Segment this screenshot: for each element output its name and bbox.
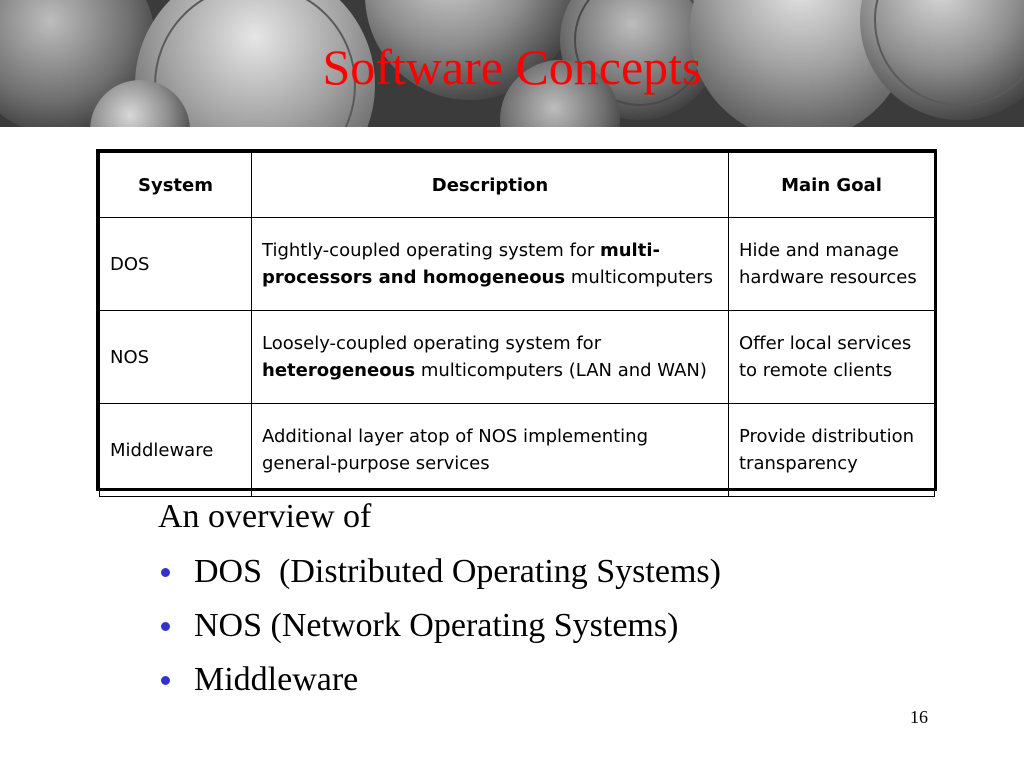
- header-main-goal: Main Goal: [729, 153, 935, 218]
- description-text: Loosely-coupled operating system for: [262, 333, 602, 354]
- description-text: Additional layer atop of NOS implementing general-purpose services: [262, 426, 649, 474]
- cell-description: [252, 218, 729, 311]
- cell-description: [252, 311, 729, 404]
- cell-system: Middleware: [100, 404, 252, 497]
- cell-description: [252, 404, 729, 497]
- cell-main-goal: Offer local services to remote clients: [729, 311, 935, 404]
- comparison-table: [96, 149, 937, 491]
- bullet-item: [158, 545, 721, 599]
- slide-title: Software Concepts: [322, 39, 702, 95]
- bullet-dot-icon: [161, 676, 170, 685]
- description-emphasis: multi-processors and homogeneous: [262, 240, 660, 288]
- bullet-text: Middleware: [194, 661, 359, 698]
- bullet-list: [158, 545, 721, 707]
- cell-system: DOS: [100, 218, 252, 311]
- table-header-row: [100, 153, 935, 218]
- header-system: System: [100, 153, 252, 218]
- description-text: multicomputers (LAN and WAN): [415, 360, 707, 381]
- cell-system: NOS: [100, 311, 252, 404]
- description-emphasis: heterogeneous: [262, 360, 416, 381]
- description-text: Tightly-coupled operating system for: [262, 240, 600, 261]
- cell-main-goal: Hide and manage hardware resources: [729, 218, 935, 311]
- description-text: multicomputers: [565, 267, 714, 288]
- table-row-dos: [100, 218, 935, 311]
- bullet-text: NOS (Network Operating Systems): [194, 607, 679, 644]
- overview-intro: An overview of: [158, 498, 372, 535]
- page-number: 16: [910, 707, 928, 727]
- table-row-middleware: [100, 404, 935, 497]
- bullet-dot-icon: [161, 622, 170, 631]
- header-banner: [0, 0, 1024, 127]
- bullet-text: DOS (Distributed Operating Systems): [194, 553, 721, 590]
- bullet-item: [158, 599, 721, 653]
- cell-main-goal: Provide distribution transparency: [729, 404, 935, 497]
- bullet-item: [158, 653, 721, 707]
- table-row-nos: [100, 311, 935, 404]
- bullet-dot-icon: [161, 568, 170, 577]
- header-description: Description: [252, 153, 729, 218]
